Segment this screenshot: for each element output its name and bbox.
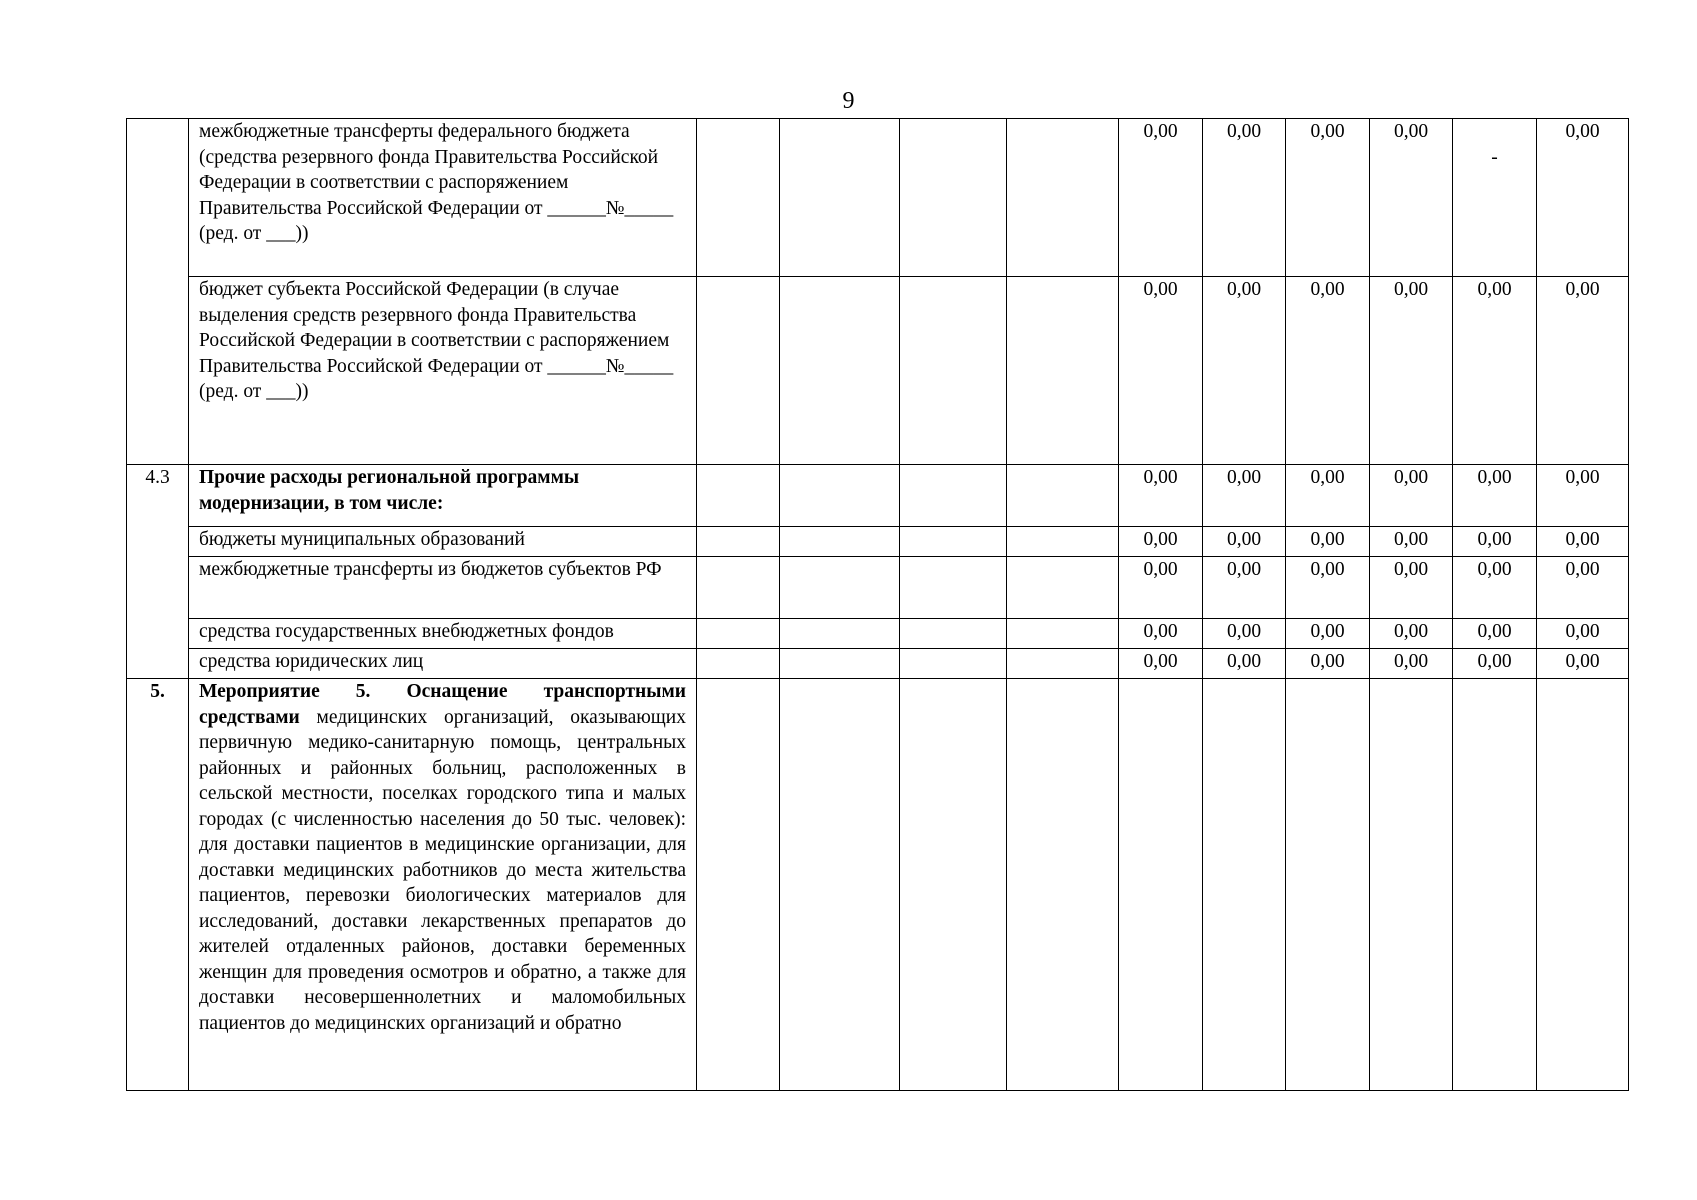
- value-cell: 0,00: [1119, 465, 1203, 527]
- value-cell: 0,00: [1203, 619, 1286, 649]
- value-cell: 0,00: [1286, 119, 1370, 277]
- value-cell: 0,00: [1453, 557, 1537, 619]
- value-cell: 0,00: [1119, 619, 1203, 649]
- row-description: межбюджетные трансферты федерального бюджета (средства резервного фонда Правительства Российской Федерации в соответствии с распоряжением Правительства Российской Федерации от ______№_____ (ред. от ___)): [189, 119, 697, 277]
- value-cell: 0,00: [1286, 557, 1370, 619]
- empty-cell: [780, 619, 900, 649]
- value-cell: 0,00: [1370, 527, 1453, 557]
- measure-text: медицинских организаций, оказывающих первичную медико-санитарную помощь, центральных районных и районных больниц, расположенных в сельской местности, поселках городского типа и малых городах (с численностью населения до 50 тыс. человек): для доставки пациентов в медицинские организации, для доставки медицинских работников до места жительства пациентов, перевозки биологических материалов для исследований, доставки лекарственных препаратов до жителей отдаленных районов, доставки беременных женщин для проведения осмотров и обратно, а также для доставки несовершеннолетних и маломобильных пациентов до медицинских организаций и обратно: [199, 706, 686, 1034]
- empty-cell: [697, 619, 780, 649]
- empty-cell: [1007, 557, 1119, 619]
- empty-cell: [1007, 619, 1119, 649]
- empty-cell: [697, 119, 780, 277]
- dash-value: -: [1491, 147, 1498, 168]
- value-cell: 0,00: [1203, 557, 1286, 619]
- value-cell: [1453, 679, 1537, 1091]
- value-cell: 0,00: [1119, 119, 1203, 277]
- empty-cell: [1007, 649, 1119, 679]
- value-cell: 0,00: [1370, 277, 1453, 465]
- empty-cell: [780, 465, 900, 527]
- table-row: [127, 465, 1629, 527]
- value-cell: 0,00: [1286, 649, 1370, 679]
- value-cell: 0,00: [1537, 619, 1629, 649]
- row-description: средства юридических лиц: [189, 649, 697, 679]
- table-row: [127, 619, 1629, 649]
- value-cell: 0,00: [1537, 557, 1629, 619]
- table-row: [127, 649, 1629, 679]
- value-cell: [1203, 679, 1286, 1091]
- empty-cell: [780, 679, 900, 1091]
- table-row: [127, 527, 1629, 557]
- table-row: [127, 277, 1629, 465]
- empty-cell: [697, 649, 780, 679]
- value-cell: [1286, 679, 1370, 1091]
- row-description: Прочие расходы региональной программы модернизации, в том числе:: [189, 465, 697, 527]
- value-cell: 0,00: [1537, 649, 1629, 679]
- row-description: бюджеты муниципальных образований: [189, 527, 697, 557]
- value-cell: 0,00: [1119, 649, 1203, 679]
- empty-cell: [780, 277, 900, 465]
- value-cell: [1119, 679, 1203, 1091]
- row-description: межбюджетные трансферты из бюджетов субъектов РФ: [189, 557, 697, 619]
- row-number-cell: [127, 119, 189, 465]
- empty-cell: [780, 119, 900, 277]
- value-cell: 0,00: [1453, 465, 1537, 527]
- value-cell: 0,00: [1370, 119, 1453, 277]
- empty-cell: [1007, 277, 1119, 465]
- budget-table: [126, 118, 1629, 1091]
- value-cell: 0,00: [1203, 649, 1286, 679]
- value-cell: 0,00: [1286, 619, 1370, 649]
- empty-cell: [780, 557, 900, 619]
- value-cell: 0,00: [1119, 557, 1203, 619]
- value-cell: 0,00: [1453, 277, 1537, 465]
- empty-cell: [900, 465, 1007, 527]
- table-row: [127, 119, 1629, 277]
- empty-cell: [697, 679, 780, 1091]
- empty-cell: [900, 679, 1007, 1091]
- empty-cell: [900, 619, 1007, 649]
- value-cell: 0,00: [1203, 465, 1286, 527]
- value-cell: 0,00: [1203, 119, 1286, 277]
- value-cell: 0,00: [1453, 619, 1537, 649]
- row-number-cell: 4.3: [127, 465, 189, 679]
- row-number-cell: 5.: [127, 679, 189, 1091]
- value-cell: [1537, 679, 1629, 1091]
- empty-cell: [900, 119, 1007, 277]
- value-cell: 0,00: [1537, 277, 1629, 465]
- empty-cell: [697, 277, 780, 465]
- empty-cell: [1007, 527, 1119, 557]
- value-cell: 0,00: [1370, 649, 1453, 679]
- value-cell: 0,00: [1286, 527, 1370, 557]
- empty-cell: [1007, 465, 1119, 527]
- empty-cell: [780, 527, 900, 557]
- value-cell: 0,00: [1203, 527, 1286, 557]
- value-cell: 0,00: [1370, 465, 1453, 527]
- empty-cell: [697, 557, 780, 619]
- value-cell: 0,00: [1453, 649, 1537, 679]
- value-cell: 0,00: [1537, 119, 1629, 277]
- value-cell: 0,00: [1453, 527, 1537, 557]
- value-cell: 0,00: [1119, 277, 1203, 465]
- value-cell: [1370, 679, 1453, 1091]
- value-cell: 0,00: [1537, 527, 1629, 557]
- value-cell: 0,00: [1370, 619, 1453, 649]
- row-description: средства государственных внебюджетных фондов: [189, 619, 697, 649]
- value-cell: [1453, 119, 1537, 277]
- empty-cell: [697, 465, 780, 527]
- row-description: бюджет субъекта Российской Федерации (в случае выделения средств резервного фонда Правительства Российской Федерации в соответствии с распоряжением Правительства Российской Федерации от ______№_____ (ред. от ___)): [189, 277, 697, 465]
- empty-cell: [900, 527, 1007, 557]
- empty-cell: [1007, 679, 1119, 1091]
- value-cell: 0,00: [1286, 277, 1370, 465]
- value-cell: 0,00: [1286, 465, 1370, 527]
- value-cell: 0,00: [1537, 465, 1629, 527]
- page-number: 9: [842, 88, 855, 114]
- row-description: [189, 679, 697, 1091]
- measure-title: Мероприятие 5. Оснащение транспортными средствами: [199, 681, 686, 728]
- empty-cell: [697, 527, 780, 557]
- table-row: [127, 679, 1629, 1091]
- empty-cell: [900, 557, 1007, 619]
- table-row: [127, 557, 1629, 619]
- empty-cell: [1007, 119, 1119, 277]
- empty-cell: [780, 649, 900, 679]
- value-cell: 0,00: [1119, 527, 1203, 557]
- empty-cell: [900, 277, 1007, 465]
- empty-cell: [900, 649, 1007, 679]
- value-cell: 0,00: [1370, 557, 1453, 619]
- value-cell: 0,00: [1203, 277, 1286, 465]
